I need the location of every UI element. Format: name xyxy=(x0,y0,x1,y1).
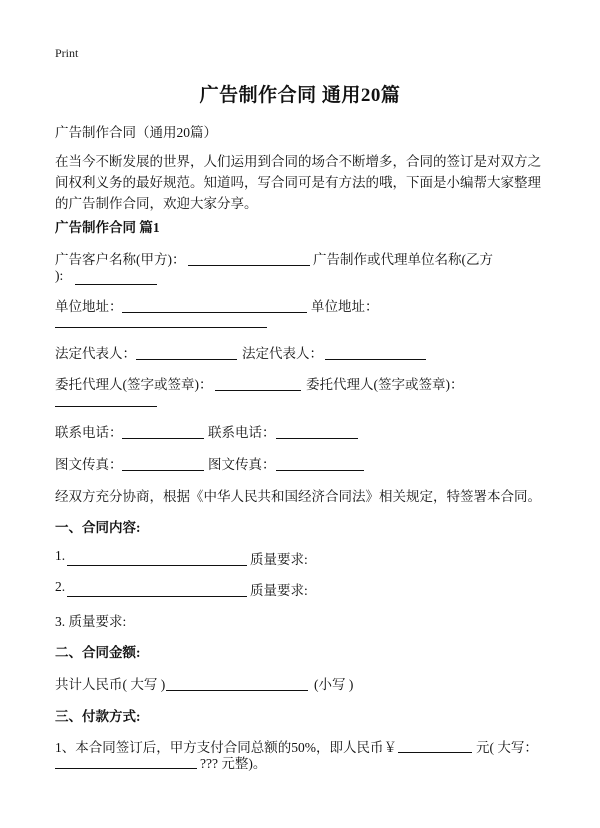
legal-rep-a-blank xyxy=(136,359,237,360)
item1-quality-label: 质量要求: xyxy=(250,552,308,567)
item1-number: 1. xyxy=(55,548,66,563)
agent-name-blank xyxy=(75,284,157,285)
proxy-a-blank xyxy=(215,390,301,391)
intro-paragraph: 在当今不断发展的世界，人们运用到合同的场合不断增多，合同的签订是对双方之间权利义务的最好规范。知道吗，写合同可是有方法的哦，下面是小编帮大家整理的广告制作合同，欢迎大家分享。 xyxy=(55,154,541,211)
fax-a-label: 图文传真： xyxy=(55,457,123,472)
legal-rep-a-label: 法定代表人： xyxy=(55,346,136,361)
section3-heading: 三、付款方式: xyxy=(55,709,141,724)
agent-name-label: 广告制作或代理单位名称(乙方 xyxy=(313,252,493,267)
total-amount-prefix: 共计人民币( 大写 ) xyxy=(55,677,166,692)
document-subtitle: 广告制作合同（通用20篇） xyxy=(55,125,217,140)
item1-blank xyxy=(67,565,247,566)
item3-line: 3. 质量要求: xyxy=(55,614,127,629)
phone-a-blank xyxy=(122,438,204,439)
address-a-blank xyxy=(122,312,307,313)
total-amount-blank xyxy=(166,690,308,691)
payment-amount-blank xyxy=(398,752,472,753)
client-name-blank xyxy=(188,265,310,266)
item2-number: 2. xyxy=(55,579,66,594)
agent-name-tail: ): xyxy=(55,268,64,283)
payment-capital-blank xyxy=(55,768,197,769)
phone-b-blank xyxy=(276,438,358,439)
payment-text: 1、本合同签订后，甲方支付合同总额的50%，即人民币￥ xyxy=(55,740,397,755)
fax-a-blank xyxy=(122,470,204,471)
address-b-label: 单位地址： xyxy=(311,299,379,314)
legal-rep-b-blank xyxy=(325,359,426,360)
proxy-a-label: 委托代理人(签字或签章)： xyxy=(55,377,213,392)
section2-heading: 二、合同金额: xyxy=(55,645,141,660)
item2-quality-label: 质量要求: xyxy=(250,583,308,598)
section1-heading: 一、合同内容: xyxy=(55,520,141,535)
proxy-b-label: 委托代理人(签字或签章)： xyxy=(306,377,464,392)
address-a-label: 单位地址： xyxy=(55,299,123,314)
address-b-blank xyxy=(55,327,267,328)
print-link[interactable]: Print xyxy=(55,46,79,60)
total-amount-suffix: (小写 ) xyxy=(314,677,354,692)
phone-b-label: 联系电话： xyxy=(208,425,276,440)
payment-tail-text: ??? 元整)。 xyxy=(200,756,267,771)
payment-mid-text: 元( 大写： xyxy=(476,740,538,755)
phone-a-label: 联系电话： xyxy=(55,425,123,440)
document-title: 广告制作合同 通用20篇 xyxy=(199,85,401,106)
fax-b-blank xyxy=(276,470,364,471)
legal-rep-b-label: 法定代表人： xyxy=(242,346,323,361)
agreement-text: 经双方充分协商，根据《中华人民共和国经济合同法》相关规定，特签署本合同。 xyxy=(55,489,541,504)
fax-b-label: 图文传真： xyxy=(208,457,276,472)
section-heading-part1: 广告制作合同 篇1 xyxy=(55,220,160,235)
proxy-b-blank xyxy=(55,406,157,407)
client-name-label: 广告客户名称(甲方)： xyxy=(55,252,186,267)
item2-blank xyxy=(67,596,247,597)
